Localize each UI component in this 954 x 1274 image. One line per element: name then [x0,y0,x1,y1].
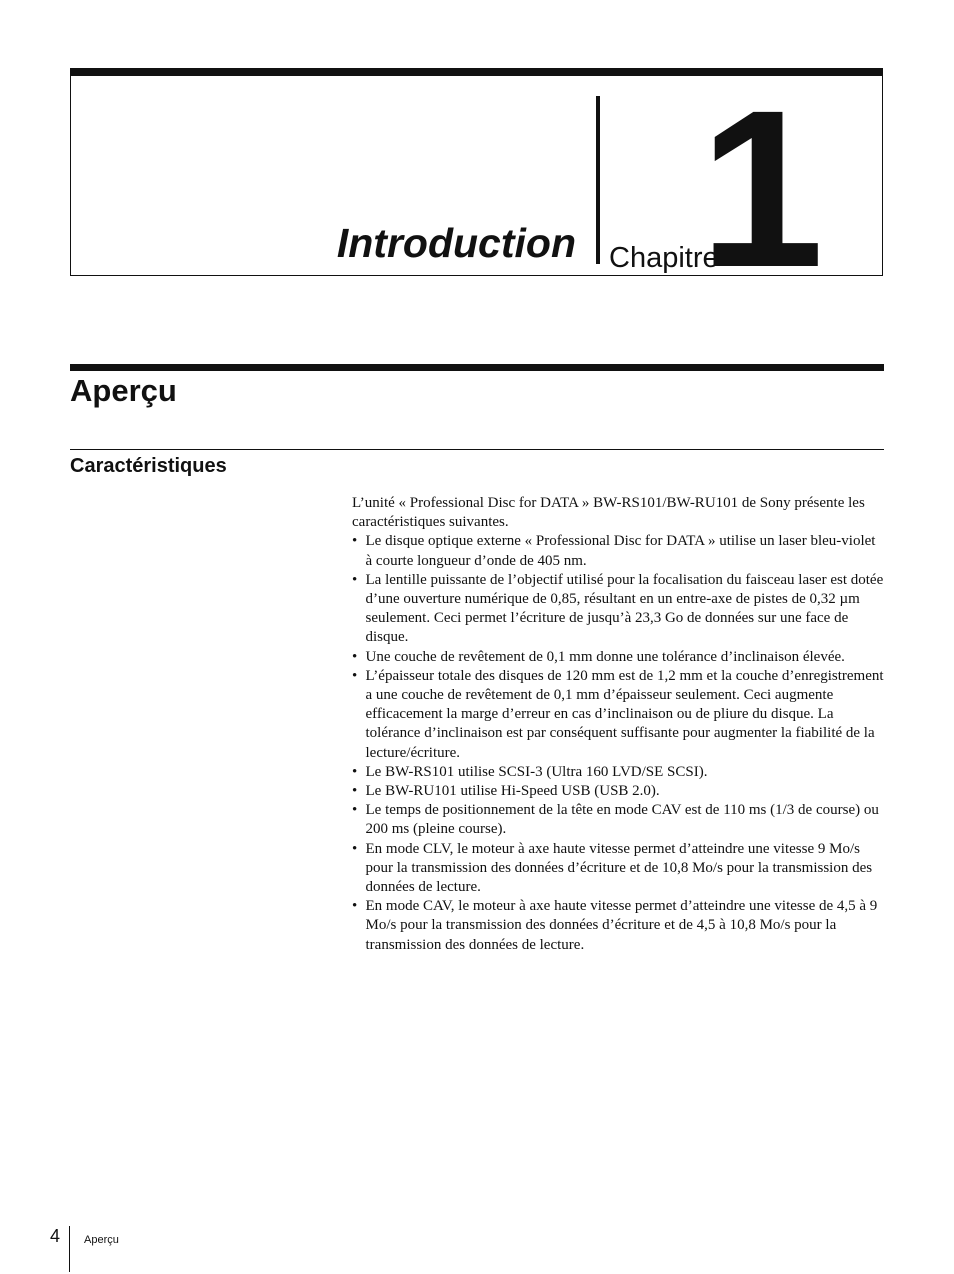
bullet-icon: • [352,533,358,550]
list-item [352,782,884,801]
list-item [352,571,884,648]
feature-text: Une couche de revêtement de 0,1 mm donne une tolérance d’inclinaison élevée. [365,648,845,665]
feature-text: Le BW-RU101 utilise Hi-Speed USB (USB 2.0). [365,783,660,800]
footer-divider [69,1226,70,1272]
feature-text: La lentille puissante de l’objectif utilisé pour la focalisation du faisceau laser est dotée d’une ouverture numérique de 0,85, résultant en un entre-axe de pistes de 0,32 µm seulement. Ceci permet l’écriture de jusqu’à 23,3 Go de données sur une face de disque. [365,571,884,646]
feature-list [352,532,884,954]
chapter-label: Chapitre [609,242,719,274]
feature-text: En mode CAV, le moteur à axe haute vitesse permet d’atteindre une vitesse de 4,5 à 9 Mo/s pour la transmission des données d’écriture et de 4,5 à 10,8 Mo/s pour la transmission des données de lecture. [365,898,878,953]
body-text [352,494,884,955]
list-item [352,763,884,782]
list-item [352,667,884,763]
list-item [352,532,884,570]
subsection-title: Caractéristiques [70,455,227,477]
chapter-divider [596,96,600,264]
bullet-icon: • [352,840,358,857]
bullet-icon: • [352,667,358,684]
section-title: Aperçu [70,373,177,408]
section-rule [70,364,884,371]
bullet-icon: • [352,783,358,800]
list-item [352,648,884,667]
chapter-header [70,64,883,314]
intro-paragraph: L’unité « Professional Disc for DATA » BW-RS101/BW-RU101 de Sony présente les caractéristiques suivantes. [352,495,865,531]
feature-text: Le BW-RS101 utilise SCSI-3 (Ultra 160 LVD/SE SCSI). [365,763,708,780]
feature-text: En mode CLV, le moteur à axe haute vitesse permet d’atteindre une vitesse 9 Mo/s pour la transmission des données d’écriture et de 10,8 Mo/s pour la transmission des données de lecture. [365,840,873,896]
page-number: 4 [50,1226,61,1246]
list-item [352,897,884,955]
footer-section-name: Aperçu [84,1234,119,1246]
bullet-icon: • [352,898,358,915]
feature-text: L’épaisseur totale des disques de 120 mm est de 1,2 mm et la couche d’enregistrement a une couche de revêtement de 0,1 mm d’épaisseur seulement. Ceci augmente efficacement la marge d’erreur en cas d’inclinaison ou de pliure du disque. La tolérance d’inclinaison est par conséquent suffisante pour augmenter la fiabilité de la lecture/écriture. [365,667,884,761]
list-item [352,840,884,898]
bullet-icon: • [352,763,358,780]
chapter-number: 1 [699,64,820,314]
bullet-icon: • [352,648,358,665]
feature-text: Le disque optique externe « Professional Disc for DATA » utilise un laser bleu-violet à courte longueur d’onde de 405 nm. [365,533,876,569]
list-item [352,801,884,839]
bullet-icon: • [352,802,358,819]
feature-text: Le temps de positionnement de la tête en mode CAV est de 110 ms (1/3 de course) ou 200 ms (pleine course). [365,802,879,838]
bullet-icon: • [352,571,358,588]
subsection-rule [70,449,884,450]
chapter-title: Introduction [336,220,576,266]
